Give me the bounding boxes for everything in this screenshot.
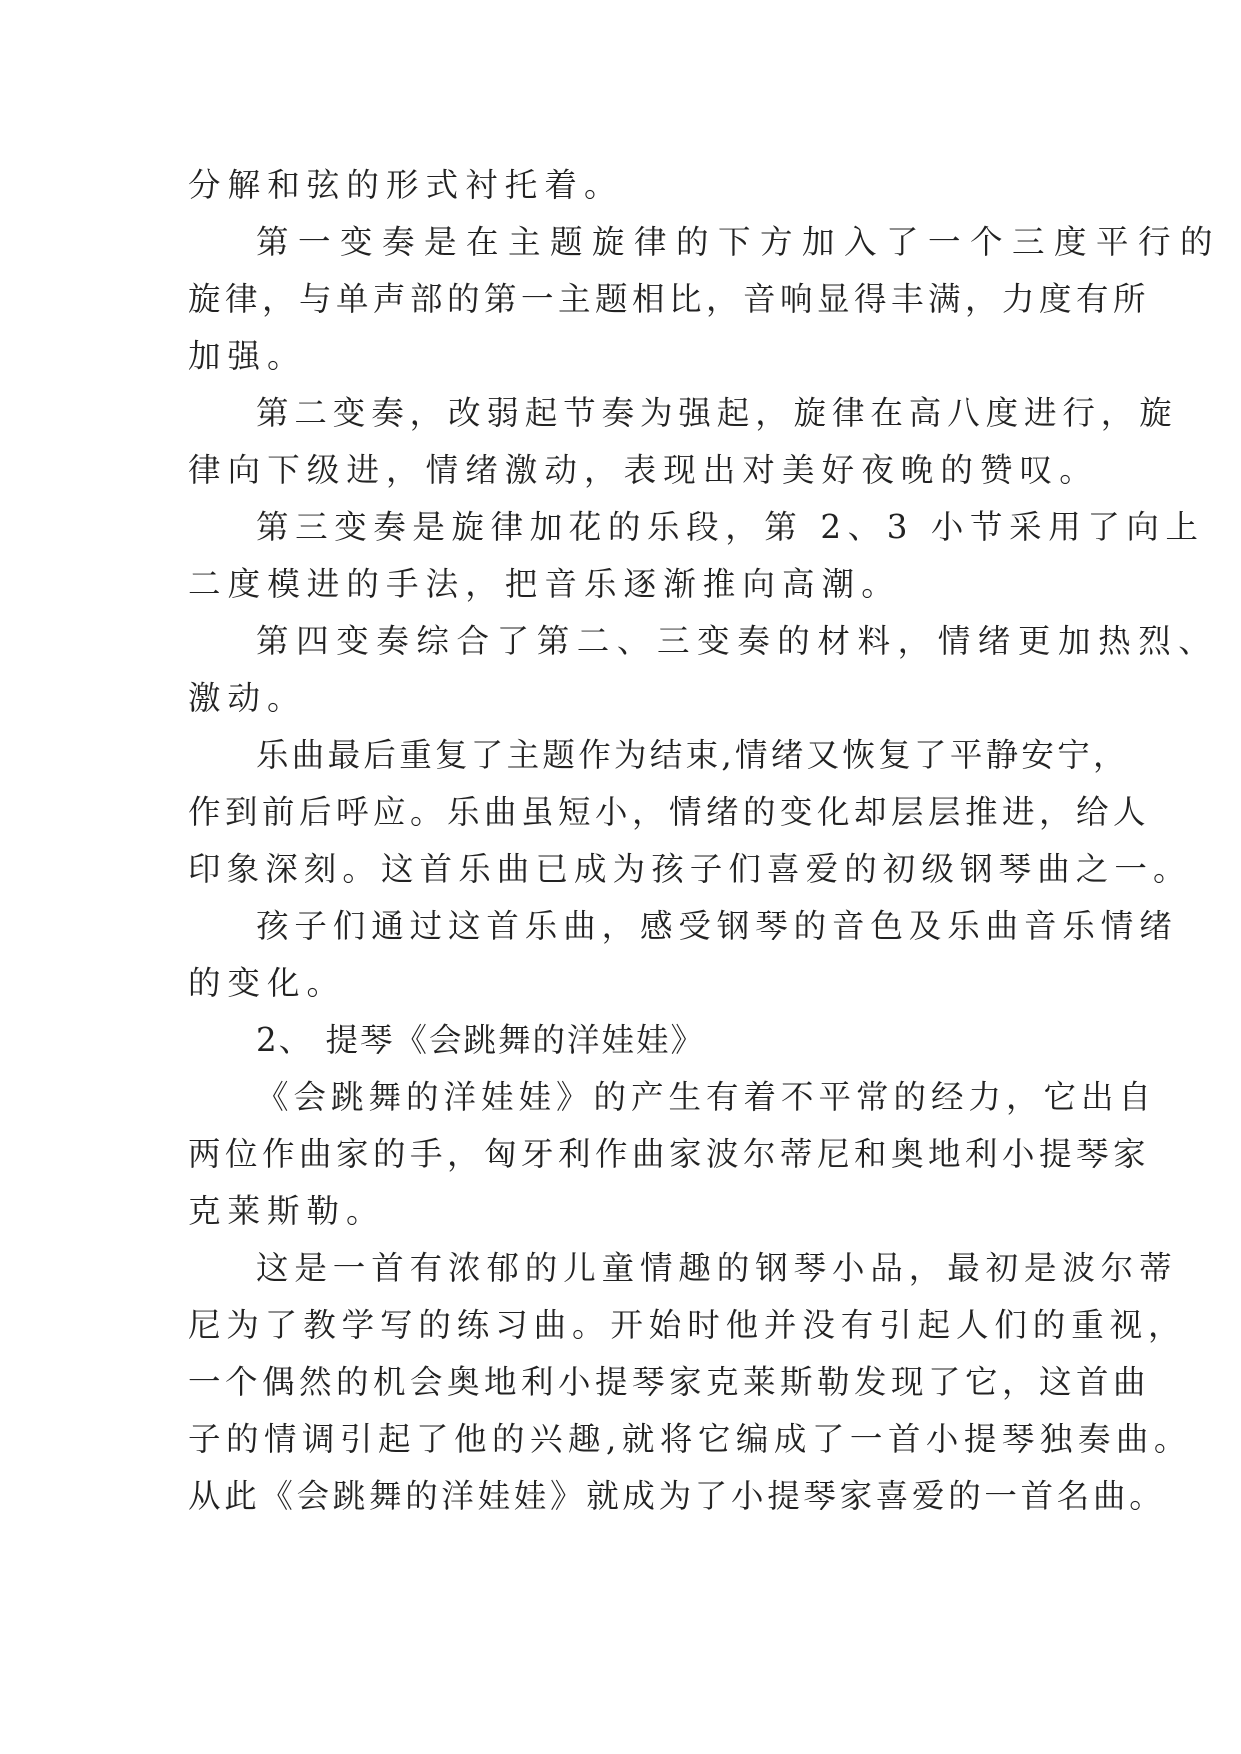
section-heading: 2、 提琴《会跳舞的洋娃娃》 xyxy=(256,1021,706,1059)
text-line: 尼为了教学写的练习曲。开始时他并没有引起人们的重视， xyxy=(188,1306,1187,1344)
text-line: 作到前后呼应。乐曲虽短小，情绪的变化却层层推进，给人 xyxy=(188,793,1151,831)
text-line: 分解和弦的形式衬托着。 xyxy=(188,166,624,204)
text-line: 子的情调引起了他的兴趣,就将它编成了一首小提琴独奏曲。 xyxy=(188,1420,1192,1458)
text-line: 加强。 xyxy=(188,337,307,375)
text-line: 《会跳舞的洋娃娃》的产生有着不平常的经力，它出自 xyxy=(256,1078,1157,1116)
text-line: 第二变奏，改弱起节奏为强起，旋律在高八度进行，旋 xyxy=(256,394,1178,432)
text-line: 旋律，与单声部的第一主题相比，音响显得丰满，力度有所 xyxy=(188,280,1151,318)
text-line: 两位作曲家的手，匈牙利作曲家波尔蒂尼和奥地利小提琴家 xyxy=(188,1135,1151,1173)
text-line: 第四变奏综合了第二、三变奏的材料，情绪更加热烈、 xyxy=(256,622,1219,660)
text-line: 激动。 xyxy=(188,679,307,717)
text-line: 孩子们通过这首乐曲，感受钢琴的音色及乐曲音乐情绪 xyxy=(256,907,1178,945)
text-line: 这是一首有浓郁的儿童情趣的钢琴小品，最初是波尔蒂 xyxy=(256,1249,1178,1287)
text-line: 克莱斯勒。 xyxy=(188,1192,386,1230)
text-line: 一个偶然的机会奥地利小提琴家克莱斯勒发现了它，这首曲 xyxy=(188,1363,1151,1401)
text-line: 第一变奏是在主题旋律的下方加入了一个三度平行的 xyxy=(256,223,1223,261)
text-line: 第三变奏是旋律加花的乐段，第 2、3 小节采用了向上 xyxy=(256,508,1205,546)
text-line: 的变化。 xyxy=(188,964,347,1002)
text-line: 律向下级进，情绪激动，表现出对美好夜晚的赞叹。 xyxy=(188,451,1099,489)
text-line: 印象深刻。这首乐曲已成为孩子们喜爱的初级钢琴曲之一。 xyxy=(188,850,1192,888)
text-line: 从此《会跳舞的洋娃娃》就成为了小提琴家喜爱的一首名曲。 xyxy=(188,1477,1166,1515)
text-line: 乐曲最后重复了主题作为结束,情绪又恢复了平静安宁， xyxy=(256,736,1129,774)
text-line: 二度模进的手法，把音乐逐渐推向高潮。 xyxy=(188,565,901,603)
